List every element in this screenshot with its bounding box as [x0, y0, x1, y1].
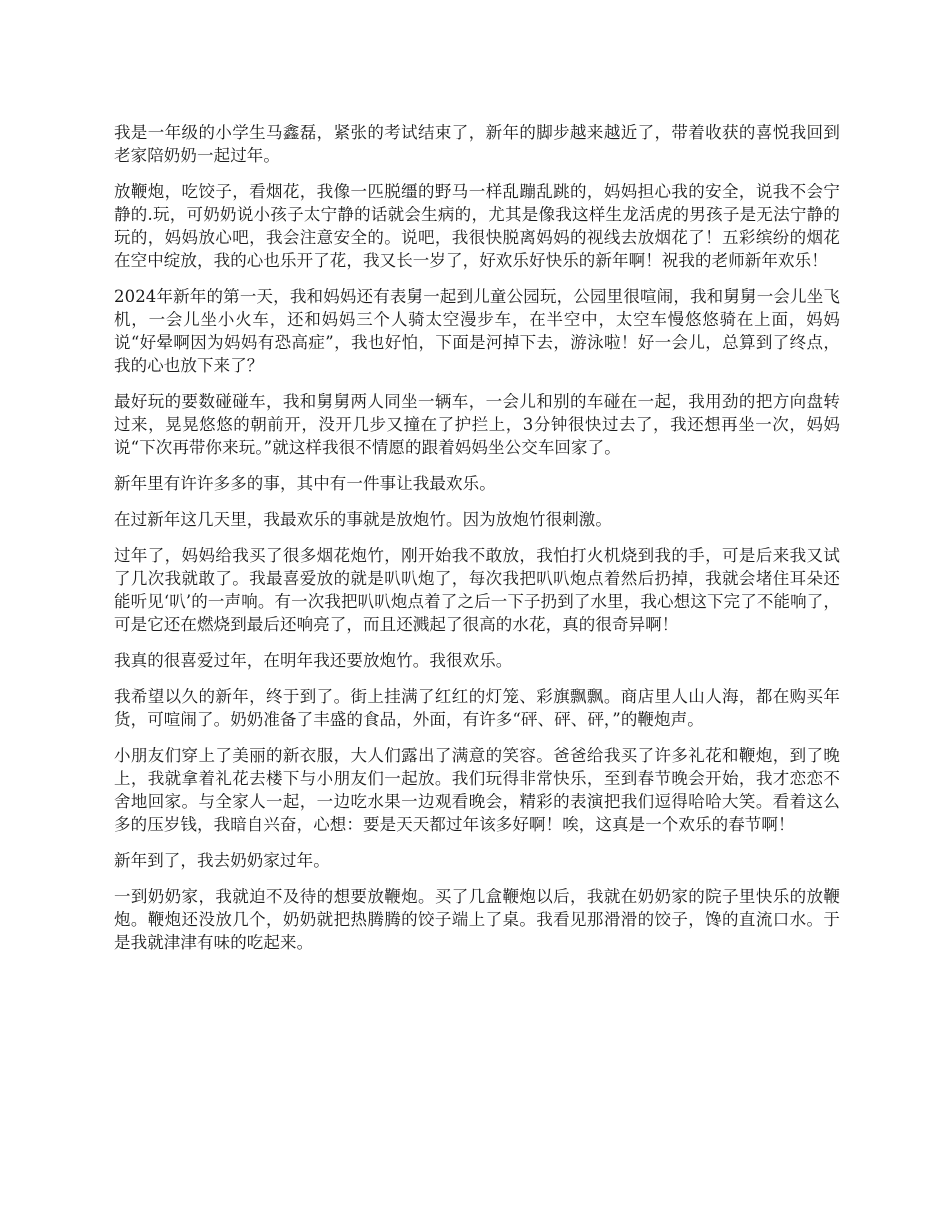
paragraph-2: 放鞭炮，吃饺子，看烟花，我像一匹脱缰的野马一样乱蹦乱跳的，妈妈担心我的安全，说我不会宁静的.玩，可奶奶说小孩子太宁静的话就会生病的，尤其是像我这样生龙活虎的男孩子是无法宁静的玩的，妈妈放心吧，我会注意安全的。说吧，我很快脱离妈妈的视线去放烟花了！五彩缤纷的烟花在空中绽放，我的心也乐开了花，我又长一岁了，好欢乐好快乐的新年啊！祝我的老师新年欢乐！ [114, 182, 840, 270]
paragraph-9: 我希望以久的新年，终于到了。街上挂满了红红的灯笼、彩旗飘飘。商店里人山人海，都在购买年货，可喧闹了。奶奶准备了丰盛的食品，外面，有许多“砰、砰、砰，”的鞭炮声。 [114, 687, 840, 729]
paragraph-10: 小朋友们穿上了美丽的新衣服，大人们露出了满意的笑容。爸爸给我买了许多礼花和鞭炮，到了晚上，我就拿着礼花去楼下与小朋友们一起放。我们玩得非常快乐，至到春节晚会开始，我才恋恋不舍地回家。与全家人一起，一边吃水果一边观看晚会，精彩的表演把我们逗得哈哈大笑。看着这么多的压岁钱，我暗自兴奋，心想：要是天天都过年该多好啊！唉，这真是一个欢乐的春节啊！ [114, 746, 840, 834]
paragraph-11: 新年到了，我去奶奶家过年。 [114, 851, 330, 870]
paragraph-6: 在过新年这几天里，我最欢乐的事就是放炮竹。因为放炮竹很刺激。 [114, 510, 612, 529]
paragraph-1: 我是一年级的小学生马鑫磊，紧张的考试结束了，新年的脚步越来越近了，带着收获的喜悦我回到老家陪奶奶一起过年。 [114, 123, 840, 165]
paragraph-7: 过年了，妈妈给我买了很多烟花炮竹，刚开始我不敢放，我怕打火机烧到我的手，可是后来我又试了几次我就敢了。我最喜爱放的就是叭叭炮了，每次我把叭叭炮点着然后扔掉，我就会堵住耳朵还能听见‘叭’的一声响。有一次我把叭叭炮点着了之后一下子扔到了水里，我心想这下完了不能响了，可是它还在燃烧到最后还响亮了，而且还溅起了很高的水花，真的很奇异啊！ [114, 546, 840, 634]
paragraph-3: 2024年新年的第一天，我和妈妈还有表舅一起到儿童公园玩，公园里很喧闹，我和舅舅一会儿坐飞机，一会儿坐小火车，还和妈妈三个人骑太空漫步车，在半空中，太空车慢悠悠骑在上面，妈妈说“好晕啊因为妈妈有恐高症”，我也好怕，下面是河掉下去，游泳啦！好一会儿，总算到了终点，我的心也放下来了？ [114, 287, 840, 375]
document-body [114, 121, 840, 967]
paragraph-4: 最好玩的要数碰碰车，我和舅舅两人同坐一辆车，一会儿和别的车碰在一起，我用劲的把方向盘转过来，晃晃悠悠的朝前开，没开几步又撞在了护拦上，3分钟很快过去了，我还想再坐一次，妈妈说“下次再带你来玩。”就这样我很不情愿的跟着妈妈坐公交车回家了。 [114, 392, 840, 457]
paragraph-12: 一到奶奶家，我就迫不及待的想要放鞭炮。买了几盒鞭炮以后，我就在奶奶家的院子里快乐的放鞭炮。鞭炮还没放几个，奶奶就把热腾腾的饺子端上了桌。我看见那滑滑的饺子，馋的直流口水。于是我就津津有味的吃起来。 [114, 887, 840, 952]
paragraph-8: 我真的很喜爱过年，在明年我还要放炮竹。我很欢乐。 [114, 651, 513, 670]
paragraph-5: 新年里有许许多多的事，其中有一件事让我最欢乐。 [114, 474, 496, 493]
